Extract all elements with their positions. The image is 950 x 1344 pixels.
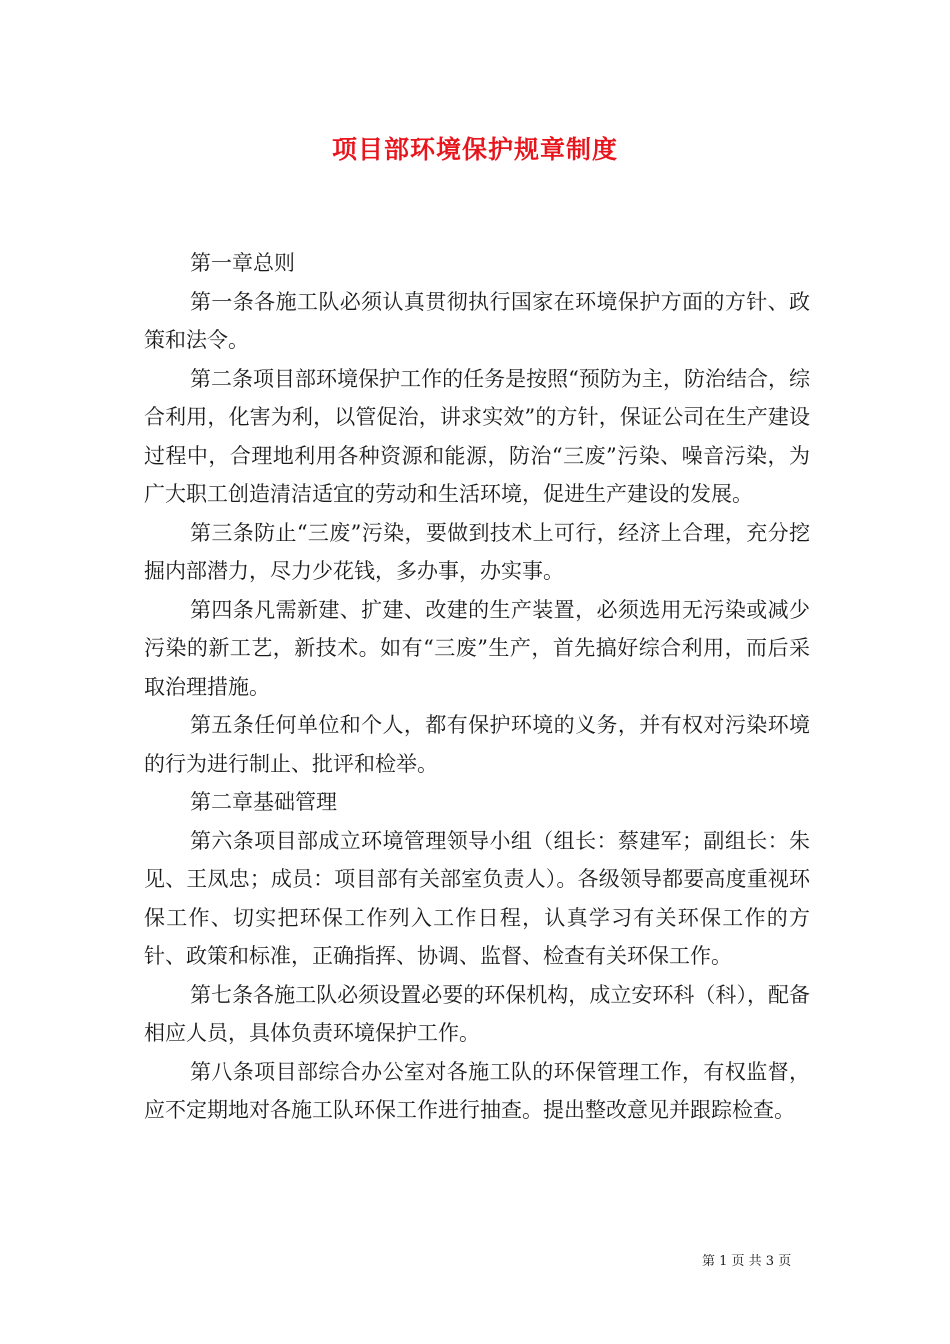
article-paragraph: 第一条各施工队必须认真贯彻执行国家在环境保护方面的方针、政策和法令。 xyxy=(144,289,810,352)
document-title: 项目部环境保护规章制度 xyxy=(331,135,618,164)
chapter-heading: 第二章基础管理 xyxy=(190,790,337,814)
article-paragraph: 第七条各施工队必须设置必要的环保机构，成立安环科（科），配备相应人员，具体负责环境保护工作。 xyxy=(144,982,810,1045)
chapter-heading: 第一章总则 xyxy=(190,251,295,275)
article-paragraph: 第八条项目部综合办公室对各施工队的环保管理工作，有权监督，应不定期地对各施工队环保工作进行抽查。提出整改意见并跟踪检查。 xyxy=(144,1059,810,1122)
article-paragraph: 第六条项目部成立环境管理领导小组（组长：蔡建军；副组长：朱见、王凤忠；成员：项目部有关部室负责人）。各级领导都要高度重视环保工作、切实把环保工作列入工作日程，认真学习有关环保工作的方针、政策和标准，正确指挥、协调、监督、检查有关环保工作。 xyxy=(144,828,810,968)
page-number-footer: 第 1 页 共 3 页 xyxy=(702,1254,792,1269)
article-paragraph: 第五条任何单位和个人，都有保护环境的义务，并有权对污染环境的行为进行制止、批评和检举。 xyxy=(144,713,810,776)
document-body xyxy=(144,244,810,1130)
article-paragraph: 第三条防止“三废”污染，要做到技术上可行，经济上合理，充分挖掘内部潜力，尽力少花钱，多办事，办实事。 xyxy=(144,520,810,583)
article-paragraph: 第四条凡需新建、扩建、改建的生产装置，必须选用无污染或减少污染的新工艺，新技术。如有“三废”生产，首先搞好综合利用，而后采取治理措施。 xyxy=(144,597,810,699)
article-paragraph: 第二条项目部环境保护工作的任务是按照“预防为主，防治结合，综合利用，化害为利，以管促治，讲求实效”的方针，保证公司在生产建设过程中，合理地利用各种资源和能源，防治“三废”污染、噪音污染，为广大职工创造清洁适宜的劳动和生活环境，促进生产建设的发展。 xyxy=(144,366,810,506)
